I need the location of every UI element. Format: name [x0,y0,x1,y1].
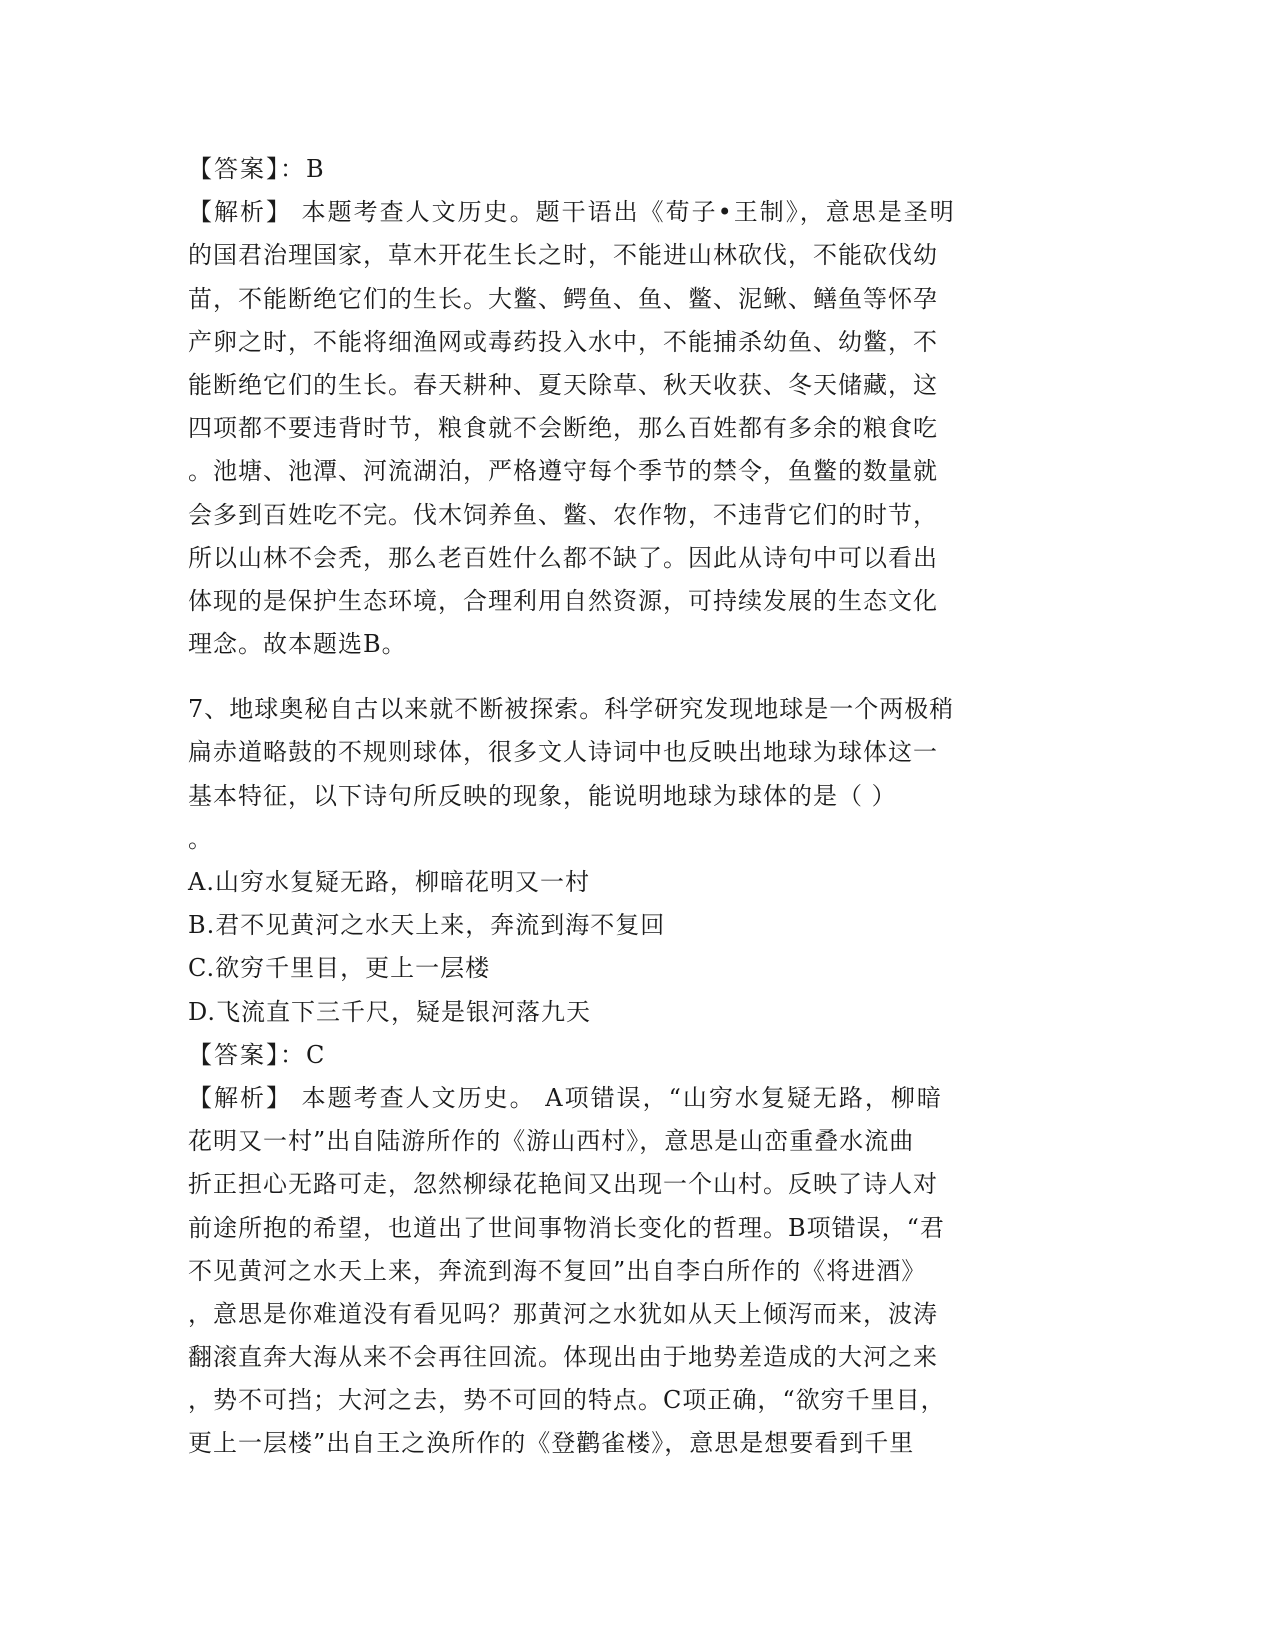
analysis-line: 【解析】 本题考查人文历史。 A项错误，“山穷水复疑无路，柳暗 [188,1083,943,1112]
analysis-line: 不见黄河之水天上来，奔流到海不复回”出自李白所作的《将进酒》 [188,1256,927,1285]
analysis-line: 理念。故本题选B。 [188,630,407,659]
analysis-line: 折正担心无路可走，忽然柳绿花艳间又出现一个山村。反映了诗人对 [188,1170,938,1199]
analysis-line: 花明又一村”出自陆游所作的《游山西村》，意思是山峦重叠水流曲 [188,1127,915,1156]
question-stem-line: 基本特征，以下诗句所反映的现象，能说明地球为球体的是（ ） [188,781,897,810]
document-body [188,148,1088,1466]
analysis-line: 的国君治理国家，草木开花生长之时，不能进山林砍伐，不能砍伐幼 [188,241,938,270]
question-stem-line: 7、地球奥秘自古以来就不断被探索。科学研究发现地球是一个两极稍 [188,695,955,724]
question-stem-line: 扁赤道略鼓的不规则球体，很多文人诗词中也反映出地球为球体这一 [188,738,938,767]
analysis-line: 能断绝它们的生长。春天耕种、夏天除草、秋天收获、冬天储藏，这 [188,370,938,399]
analysis-line: 更上一层楼”出自王之涣所作的《登鹳雀楼》，意思是想要看到千里 [188,1429,915,1458]
answer-line: 【答案】：C [188,1040,327,1069]
option-d: D.飞流直下三千尺，疑是银河落九天 [188,997,592,1026]
analysis-line: 所以山林不会秃，那么老百姓什么都不缺了。因此从诗句中可以看出 [188,543,938,572]
analysis-line: 体现的是保护生态环境，合理利用自然资源，可持续发展的生态文化 [188,586,938,615]
analysis-line: ，势不可挡；大河之去，势不可回的特点。C项正确，“欲穷千里目， [188,1386,946,1415]
answer-line: 【答案】：B [188,155,326,183]
question-stem-line: 。 [188,824,213,853]
option-c: C.欲穷千里目，更上一层楼 [188,954,491,983]
option-a: A.山穷水复疑无路，柳暗花明又一村 [188,868,590,896]
analysis-line: 。池塘、池潭、河流湖泊，严格遵守每个季节的禁令，鱼鳖的数量就 [188,457,938,486]
analysis-line: 会多到百姓吃不完。伐木饲养鱼、鳖、农作物，不违背它们的时节， [188,500,938,529]
analysis-line: 产卵之时，不能将细渔网或毒药投入水中，不能捕杀幼鱼、幼鳖，不 [188,327,938,356]
option-b: B.君不见黄河之水天上来，奔流到海不复回 [188,911,666,940]
analysis-line: 苗，不能断绝它们的生长。大鳖、鳄鱼、鱼、鳖、泥鳅、鳝鱼等怀孕 [188,284,938,313]
paragraph-gap [188,666,1088,688]
analysis-line: 四项都不要违背时节，粮食就不会断绝，那么百姓都有多余的粮食吃 [188,414,938,443]
analysis-line: 前途所抱的希望，也道出了世间事物消长变化的哲理。B项错误，“君 [188,1213,945,1242]
analysis-line: 【解析】 本题考查人文历史。题干语出《荀子•王制》，意思是圣明 [188,198,956,227]
analysis-line: 翻滚直奔大海从来不会再往回流。体现出由于地势差造成的大河之来 [188,1343,938,1372]
analysis-line: ，意思是你难道没有看见吗？那黄河之水犹如从天上倾泻而来，波涛 [188,1299,938,1328]
